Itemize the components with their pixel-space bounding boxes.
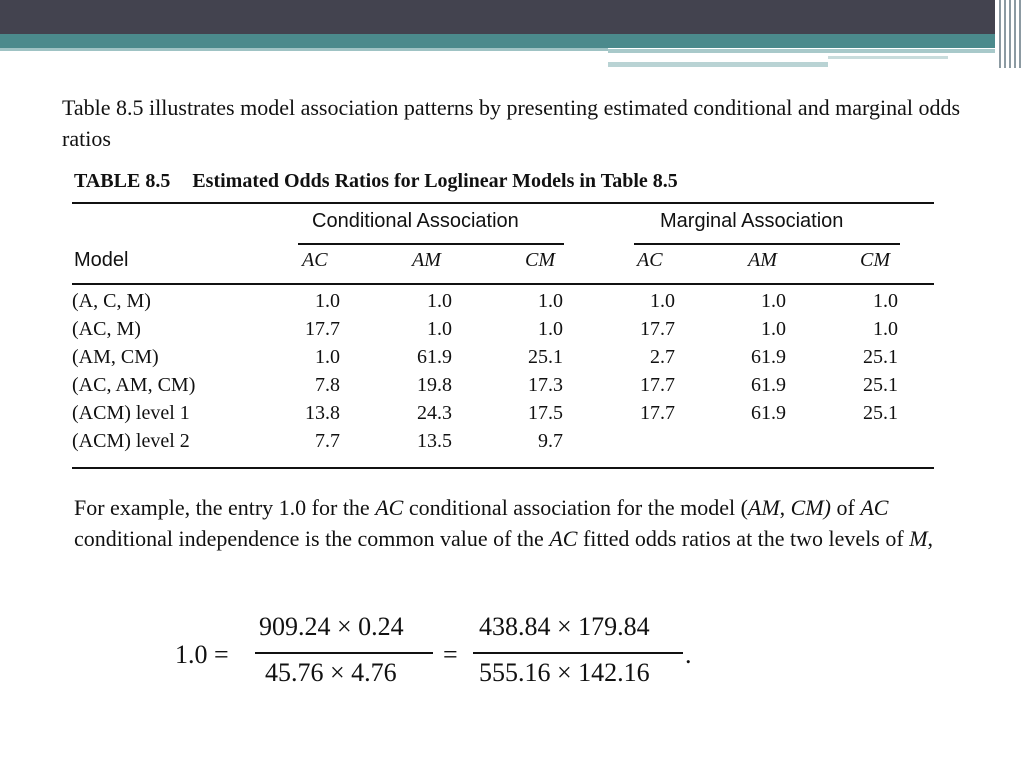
table-row	[0, 430, 1024, 458]
cell: 61.9	[751, 374, 786, 396]
row-model: (ACM) level 1	[72, 402, 190, 424]
model-column-header: Model	[74, 249, 129, 271]
table-row	[0, 318, 1024, 346]
cell: 17.7	[305, 318, 340, 340]
col-header-marg-am: AM	[748, 249, 777, 271]
para-italic: AC	[375, 495, 404, 520]
cell: 1.0	[761, 290, 786, 312]
example-paragraph	[74, 492, 954, 554]
table-bottom-rule	[72, 467, 934, 469]
fraction-2-numerator: 438.84 × 179.84	[479, 612, 650, 641]
teal-band	[0, 34, 995, 48]
cell: 1.0	[427, 290, 452, 312]
row-model: (AC, AM, CM)	[72, 374, 196, 396]
table-row	[0, 374, 1024, 402]
table-label: TABLE 8.5	[74, 170, 171, 192]
cell: 17.3	[528, 374, 563, 396]
para-text: conditional association for the model (	[403, 495, 748, 520]
para-italic: AC	[860, 495, 889, 520]
cell: 19.8	[417, 374, 452, 396]
col-header-marg-ac: AC	[637, 249, 663, 271]
odds-ratio-formula	[175, 612, 735, 702]
fraction-1-numerator: 909.24 × 0.24	[259, 612, 404, 641]
cell: 1.0	[538, 290, 563, 312]
table-header-rule	[72, 283, 934, 285]
cell: 17.5	[528, 402, 563, 424]
row-model: (AM, CM)	[72, 346, 159, 368]
table-row	[0, 402, 1024, 430]
fraction-2-denominator: 555.16 × 142.16	[479, 658, 650, 687]
para-italic: CM)	[790, 495, 831, 520]
cell: 1.0	[315, 346, 340, 368]
para-text: conditional independence is the common value of the	[74, 526, 550, 551]
row-model: (ACM) level 2	[72, 430, 190, 452]
cell: 7.7	[315, 430, 340, 452]
cell: 17.7	[640, 402, 675, 424]
para-text: For example, the entry 1.0 for the	[74, 495, 376, 520]
accent-bar-2	[608, 62, 828, 67]
accent-bar-1	[608, 49, 995, 53]
para-italic: M	[909, 526, 928, 551]
cell: 61.9	[417, 346, 452, 368]
cell: 1.0	[873, 318, 898, 340]
row-model: (AC, M)	[72, 318, 141, 340]
cell: 9.7	[538, 430, 563, 452]
para-text: ,	[927, 526, 934, 551]
fraction-2	[473, 612, 683, 702]
conditional-group-rule	[298, 243, 564, 245]
teal-thin-line	[0, 48, 608, 51]
row-model: (A, C, M)	[72, 290, 151, 312]
formula-lhs: 1.0 =	[175, 640, 229, 669]
cell: 25.1	[863, 374, 898, 396]
cell: 17.7	[640, 318, 675, 340]
table-top-rule	[72, 202, 934, 204]
marginal-association-header: Marginal Association	[660, 210, 844, 232]
formula-period: .	[685, 640, 692, 669]
table-title	[74, 170, 678, 193]
conditional-association-header: Conditional Association	[312, 210, 519, 232]
cell: 17.7	[640, 374, 675, 396]
cell: 1.0	[761, 318, 786, 340]
cell: 2.7	[650, 346, 675, 368]
top-banner	[0, 0, 1024, 34]
para-text: of	[831, 495, 861, 520]
table-caption: Estimated Odds Ratios for Loglinear Models in Table 8.5	[192, 170, 678, 192]
fraction-1-bar	[255, 652, 433, 654]
fraction-2-bar	[473, 652, 683, 654]
cell: 25.1	[528, 346, 563, 368]
cell: 61.9	[751, 402, 786, 424]
col-header-marg-cm: CM	[860, 249, 890, 271]
accent-bar-3	[828, 56, 948, 59]
cell: 1.0	[315, 290, 340, 312]
intro-text: Table 8.5 illustrates model association patterns by presenting estimated conditional and marginal odds ratios	[62, 95, 961, 151]
cell: 25.1	[863, 346, 898, 368]
cell: 1.0	[538, 318, 563, 340]
col-header-cond-cm: CM	[525, 249, 555, 271]
para-text: fitted odds ratios at the two levels of	[577, 526, 910, 551]
cell: 1.0	[873, 290, 898, 312]
cell: 61.9	[751, 346, 786, 368]
corner-stripes	[995, 0, 1024, 68]
fraction-1	[255, 612, 433, 702]
marginal-group-rule	[634, 243, 900, 245]
cell: 1.0	[650, 290, 675, 312]
formula-equals: =	[443, 640, 458, 669]
table-row	[0, 290, 1024, 318]
cell: 24.3	[417, 402, 452, 424]
cell: 13.5	[417, 430, 452, 452]
cell: 25.1	[863, 402, 898, 424]
para-text: ,	[779, 495, 791, 520]
col-header-cond-ac: AC	[302, 249, 328, 271]
cell: 7.8	[315, 374, 340, 396]
fraction-1-denominator: 45.76 × 4.76	[265, 658, 397, 687]
col-header-cond-am: AM	[412, 249, 441, 271]
cell: 13.8	[305, 402, 340, 424]
table-row	[0, 346, 1024, 374]
para-italic: AC	[549, 526, 578, 551]
cell: 1.0	[427, 318, 452, 340]
para-italic: AM	[747, 495, 780, 520]
